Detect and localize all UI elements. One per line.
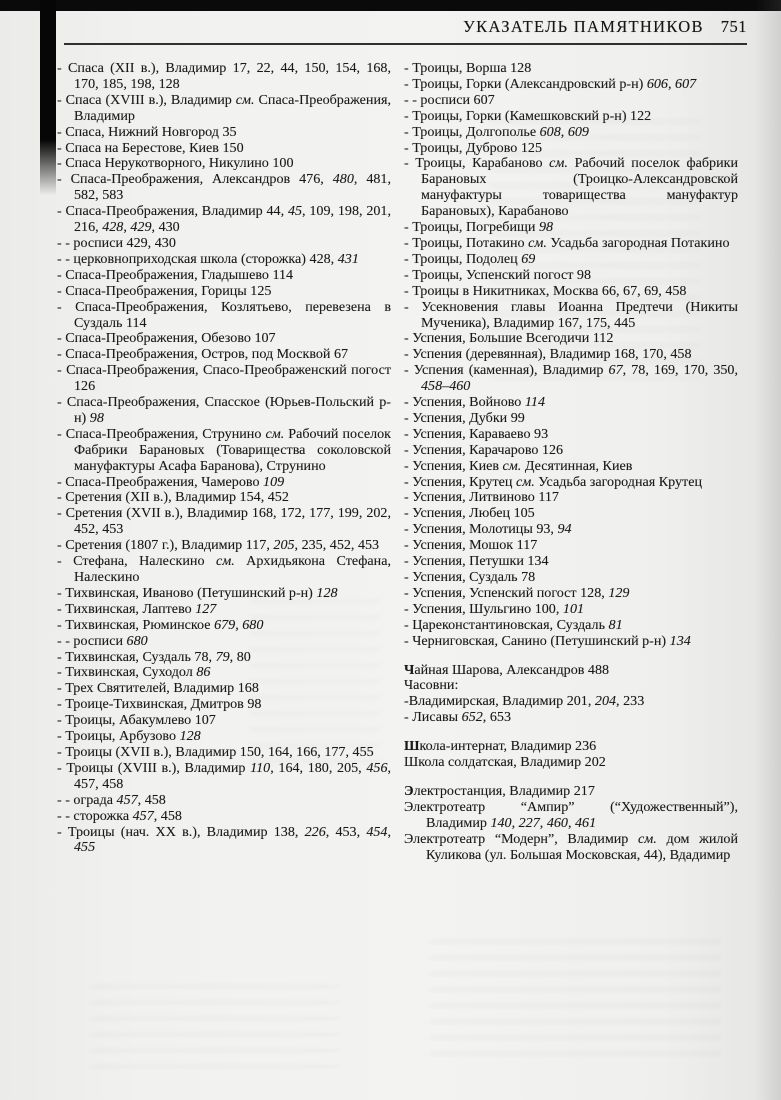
index-entry: - Успения, Любец 105 [404, 505, 535, 522]
index-entry: Часовни: [404, 677, 459, 694]
showthrough-smudge [90, 985, 340, 1075]
index-entry: - Спаса-Преображения, Остров, под Москвой 67 [57, 346, 349, 363]
index-entry: - Черниговская, Санино (Петушинский р-н) 134 [404, 632, 691, 649]
index-entry: Школа солдатская, Владимир 202 [404, 754, 606, 771]
index-entry: - - росписи 680 [57, 632, 148, 649]
index-entry: - Успения, Крутец см. Усадьба загородная Крутец [404, 473, 703, 490]
index-entry: - Трех Святителей, Владимир 168 [57, 680, 259, 697]
page-number: 751 [720, 17, 747, 36]
index-entry: - - росписи 429, 430 [57, 234, 176, 251]
index-entry: - Троицы, Арбузово 128 [57, 728, 201, 745]
index-entry: - Успения, Киев см. Десятинная, Киев [404, 457, 633, 474]
running-header-title: УКАЗАТЕЛЬ ПАМЯТНИКОВ [463, 17, 704, 36]
index-entry: - Спаса-Преображения, Обезово 107 [57, 330, 276, 347]
index-entry: -Владимирская, Владимир 201, 204, 233 [404, 693, 645, 710]
index-entry: - Спаса-Преображения, Горицы 125 [57, 282, 272, 299]
index-entry: - Троицы (XVII в.), Владимир 150, 164, 166, 177, 455 [57, 743, 374, 760]
index-entry: - Троицы, Потакино см. Усадьба загородная Потакино [404, 234, 730, 251]
running-header [463, 17, 747, 37]
showthrough-smudge [430, 940, 720, 1060]
index-entry: - - церковноприходская школа (сторожка) 428, 431 [57, 250, 359, 267]
index-entry: - Спаса-Преображения, Спасское (Юрьев-Польский р-н) 98 [57, 394, 391, 426]
index-entry: Школа-интернат, Владимир 236 [404, 738, 597, 755]
index-entry: - Успения, Дубки 99 [404, 409, 525, 426]
index-entry: - Успения, Суздаль 78 [404, 569, 536, 585]
index-entry: - Спаса-Преображения, Струнино см. Рабочий поселок Фабрики Барановых (Товарищества соколовской мануфактуры Асафа Баранова), Струнино [57, 425, 392, 474]
index-entry: - Тихвинская, Лаптево 127 [57, 600, 217, 617]
index-entry: - Тихвинская, Суходол 86 [57, 664, 211, 681]
index-entry: Чайная Шарова, Александров 488 [404, 661, 610, 678]
index-entry: - Спаса-Преображения, Козлятьево, перевезена в Суздаль 114 [57, 298, 391, 331]
index-entry: - Успения (деревянная), Владимир 168, 170, 458 [404, 346, 692, 363]
index-entry: - Троицы, Дуброво 125 [404, 139, 542, 156]
index-entry: - Троицы, Ворша 128 [404, 60, 532, 76]
index-entry: - Спаса (XVIII в.), Владимир см. Спаса-Преображения, Владимир [57, 91, 391, 124]
index-entry: Электротеатр “Ампир” (“Художественный”), Владимир 140, 227, 460, 461 [404, 798, 738, 831]
index-entry: Электростанция, Владимир 217 [404, 782, 595, 799]
index-entry: - Тихвинская, Суздаль 78, 79, 80 [57, 648, 251, 665]
index-entry: - Троицы, Погребищи 98 [404, 219, 554, 236]
index-entry: - Усекновения главы Иоанна Предтечи (Никиты Мученика), Владимир 167, 175, 445 [404, 298, 738, 331]
index-entry: - Успения (каменная), Владимир 67, 78, 169, 170, 350, 458–460 [404, 362, 738, 395]
index-entry: - Троицы, Долгополье 608, 609 [404, 123, 589, 140]
page-edge-shading [755, 0, 781, 1100]
index-entry: - Троице-Тихвинская, Дмитров 98 [57, 696, 262, 713]
index-entry: - Успения, Карачарово 126 [404, 441, 564, 458]
index-entry: - Успения, Успенский погост 128, 129 [404, 584, 630, 601]
index-entry: - Успения, Шульгино 100, 101 [404, 600, 585, 617]
index-entry: - Сретения (1807 г.), Владимир 117, 205, 235, 452, 453 [57, 537, 380, 554]
index-entry: - Спаса-Преображения, Спасо-Преображенский погост 126 [57, 362, 391, 395]
index-entry: - Троицы в Никитниках, Москва 66, 67, 69, 458 [404, 282, 687, 299]
index-entry: Электротеатр “Модерн”, Владимир см. дом жилой Куликова (ул. Большая Московская, 44), Вдадимир [404, 830, 738, 863]
index-entry: - Спаса Нерукотворного, Никулино 100 [57, 155, 294, 172]
index-entry: - - сторожка 457, 458 [57, 807, 182, 824]
scan-edge-left-bar [40, 0, 56, 195]
index-entry: - Тихвинская, Иваново (Петушинский р-н) 128 [57, 584, 338, 601]
index-entry: - Успения, Петушки 134 [404, 553, 549, 570]
index-entry: - Троицы, Горки (Камешковский р-н) 122 [404, 107, 652, 124]
index-entry: - Спаса-Преображения, Александров 476, 480, 481, 582, 583 [57, 171, 391, 204]
index-entry: - Успения, Большие Всегодичи 112 [404, 330, 614, 347]
index-column-left [57, 61, 391, 864]
index-entry: - Успения, Войново 114 [404, 394, 545, 411]
index-entry: - Троицы, Абакумлево 107 [57, 712, 216, 729]
index-entry: - Спаса-Преображения, Гладышево 114 [57, 266, 294, 283]
index-entry: - Троицы (нач. XX в.), Владимир 138, 226, 453, 454, 455 [57, 823, 391, 856]
scan-edge-top-bar [0, 0, 781, 11]
index-entry: - - ограда 457, 458 [57, 791, 166, 808]
index-entry: - Троицы, Карабаново см. Рабочий поселок фабрики Барановых (Троицко-Александровской мануфактуры товарищества мануфактур Барановых), Карабаново [404, 155, 738, 220]
index-columns [57, 61, 745, 864]
index-entry: - Спаса на Берестове, Киев 150 [57, 139, 244, 156]
index-entry: - Тихвинская, Рюминское 679, 680 [57, 616, 264, 633]
index-entry: - - росписи 607 [404, 91, 495, 108]
index-entry: - Сретения (XVII в.), Владимир 168, 172, 177, 199, 202, 452, 453 [57, 505, 391, 538]
index-entry: - Успения, Караваево 93 [404, 425, 549, 442]
index-entry: - Троицы, Горки (Александровский р-н) 606, 607 [404, 75, 697, 92]
index-entry: - Троицы (XVIII в.), Владимир 110, 164, 180, 205, 456, 457, 458 [57, 759, 392, 792]
index-entry: - Стефана, Налескино см. Архидьякона Стефана, Налескино [57, 553, 391, 585]
index-entry: - Лисавы 652, 653 [404, 709, 511, 726]
index-entry: - Цареконстантиновская, Суздаль 81 [404, 616, 623, 633]
index-entry: - Успения, Молотицы 93, 94 [404, 521, 572, 538]
header-rule [64, 43, 747, 45]
index-entry: - Спаса, Нижний Новгород 35 [57, 123, 237, 140]
index-entry: - Успения, Литвиново 117 [404, 489, 559, 506]
index-column-right [404, 61, 738, 864]
index-entry: - Успения, Мошок 117 [404, 537, 538, 554]
index-entry: - Сретения (XII в.), Владимир 154, 452 [57, 489, 289, 506]
index-entry: - Спаса (XII в.), Владимир 17, 22, 44, 150, 154, 168, 170, 185, 198, 128 [57, 60, 391, 92]
section-gap [404, 650, 738, 663]
index-entry: - Спаса-Преображения, Чамерово 109 [57, 473, 285, 490]
index-entry: - Троицы, Подолец 69 [404, 250, 536, 267]
index-entry: - Спаса-Преображения, Владимир 44, 45, 109, 198, 201, 216, 428, 429, 430 [57, 203, 391, 236]
index-entry: - Троицы, Успенский погост 98 [404, 266, 592, 283]
